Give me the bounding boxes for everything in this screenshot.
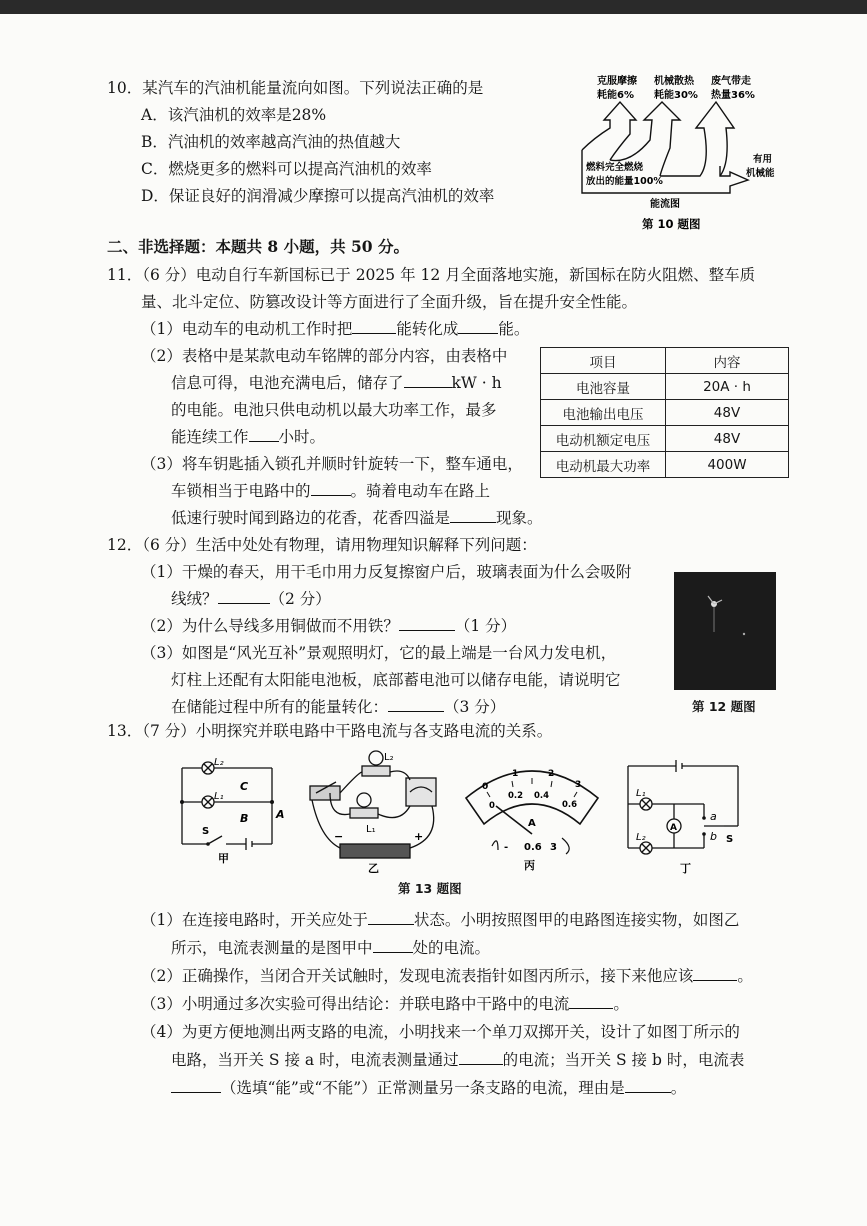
jia-label: 甲	[218, 852, 229, 865]
q13-part1-line2	[171, 937, 490, 959]
jia-l1-label: L₁	[214, 791, 224, 802]
dial-tick-bottom-1: 0.2	[508, 791, 524, 801]
table-cell: 电动机最大功率	[541, 452, 666, 478]
q12-part2	[141, 615, 516, 637]
flow-input-label: 燃料完全燃烧	[586, 162, 644, 173]
dial-unit-a: A	[528, 818, 536, 829]
table-cell: 400W	[666, 452, 789, 478]
q13-part4-text-a: 电路，当开关 S 接 a 时，电流表测量通过	[171, 1051, 459, 1069]
flow-loss3-label: 废气带走	[711, 76, 751, 87]
ding-switch-label: S	[726, 834, 734, 845]
q13-part4-text-c: （选填“能”或“不能”）正常测量另一条支路的电流，理由是	[221, 1079, 625, 1097]
q12-part2-text: （2）为什么导线多用铜做而不用铁？	[141, 617, 399, 635]
bing-label: 丙	[524, 859, 535, 872]
flow-loss3-value: 热量36%	[711, 90, 755, 101]
q12-part3-line1: （3）如图是“风光互补”景观照明灯，它的最上端是一台风力发电机，	[141, 644, 617, 662]
ding-l2-label: L₂	[636, 832, 646, 843]
flow-loss1-value: 耗能6%	[597, 90, 634, 101]
q11-intro-line1: 11．（6 分）电动自行车新国标已于 2025 年 12 月全面落地实施，新国标在防火阻燃、整车质	[107, 266, 756, 284]
circuit-diagram-jia	[168, 758, 286, 866]
dial-tick-bottom-0: 0	[489, 801, 495, 811]
q11-part1-blank2[interactable]	[458, 318, 498, 334]
q13-part1-text-c: 所示，电流表测量的是图甲中	[171, 939, 373, 957]
flow-diagram-title: 能流图	[650, 199, 680, 210]
q11-hours-blank[interactable]	[249, 426, 279, 442]
flow-loss2-label: 机械散热	[654, 76, 694, 87]
q13-measure-point-blank[interactable]	[373, 937, 413, 953]
q11-energy-blank[interactable]	[404, 372, 452, 388]
q13-intro: 13．（7 分）小明探究并联电路中干路电流与各支路电流的关系。	[107, 722, 553, 740]
table-cell: 20A · h	[666, 374, 789, 400]
wind-solar-lamp-photo	[674, 572, 776, 690]
q11-part3-text-d: 现象。	[496, 509, 543, 527]
q12-part3-line3	[171, 696, 505, 718]
q12-part1-text: 线绒？	[171, 590, 218, 608]
physical-circuit-yi	[300, 748, 450, 875]
q13-figure-caption: 第 13 题图	[398, 881, 462, 896]
q11-phenomenon-blank[interactable]	[450, 507, 496, 523]
q13-part3	[141, 993, 629, 1015]
q11-part1-text-c: 能。	[498, 320, 530, 338]
q13-part4-text-b: 的电流；当开关 S 接 b 时，电流表	[502, 1051, 745, 1069]
table-cell: 电池输出电压	[541, 400, 666, 426]
flow-output-label: 有用	[753, 154, 773, 165]
q12-part2-blank[interactable]	[399, 615, 455, 631]
table-row	[541, 426, 789, 452]
jia-point-b: B	[240, 812, 249, 825]
q11-part3-line3	[171, 507, 543, 529]
q11-part1-text-a: （1）电动车的电动机工作时把	[141, 320, 353, 338]
q12-part1-blank[interactable]	[218, 588, 270, 604]
q11-part2-text-c: 能连续工作	[171, 428, 249, 446]
q11-part3-text-c: 低速行驶时闻到路边的花香，花香四溢是	[171, 509, 451, 527]
q11-nameplate-table	[540, 347, 789, 478]
jia-point-a: A	[276, 808, 285, 821]
table-header-item: 项目	[541, 348, 666, 374]
flow-output-value: 机械能	[746, 168, 775, 179]
q12-part1-score: （2 分）	[269, 590, 331, 608]
q11-part1-text-b: 能转化成	[396, 320, 459, 338]
q13-can-cannot-blank[interactable]	[171, 1077, 221, 1093]
table-cell: 48V	[666, 400, 789, 426]
q13-part4-end: 。	[670, 1079, 687, 1097]
table-cell: 电池容量	[541, 374, 666, 400]
table-header-content: 内容	[666, 348, 789, 374]
dial-tick-bottom-2: 0.4	[534, 791, 550, 801]
q12-part3-score: （3 分）	[444, 698, 506, 716]
terminal-3: 3	[550, 842, 557, 853]
jia-l2-label: L₂	[214, 757, 224, 768]
q12-figure-caption: 第 12 题图	[692, 699, 756, 714]
jia-point-c: C	[240, 780, 249, 793]
q13-part3-text: （3）小明通过多次实验可得出结论：并联电路中干路中的电流	[141, 995, 570, 1013]
dial-tick-top-3: 3	[575, 780, 582, 790]
q13-part3-end: 。	[613, 995, 629, 1013]
lamp-photo-content	[674, 572, 776, 690]
dial-tick-top-0: 0	[482, 782, 489, 792]
q12-part3-text: 在储能过程中所有的能量转化：	[171, 698, 389, 716]
flow-loss2-value: 耗能30%	[654, 90, 698, 101]
q10-stem: 10．某汽车的汽油机能量流向如图。下列说法正确的是	[107, 79, 484, 97]
q13-part4-line3	[171, 1077, 686, 1099]
q11-lock-blank[interactable]	[311, 480, 351, 496]
q11-part2-text-d: 小时。	[278, 428, 326, 446]
q11-part1-blank1[interactable]	[352, 318, 396, 334]
dial-tick-top-1: 1	[512, 769, 519, 779]
q13-next-step-blank[interactable]	[693, 965, 737, 981]
table-header-row	[541, 348, 789, 374]
q11-part2-line2	[171, 372, 502, 394]
section-2-heading: 二、非选择题：本题共 8 小题，共 50 分。	[107, 237, 409, 256]
q11-part2-line3: 的电能。电池只供电动机以最大功率工作，最多	[171, 401, 497, 419]
table-row	[541, 452, 789, 478]
yi-label: 乙	[368, 862, 379, 875]
ding-contact-b: b	[710, 830, 717, 843]
ding-l1-label: L₁	[636, 788, 646, 799]
q11-part2-unit: kW · h	[451, 374, 502, 392]
q13-branch-blank[interactable]	[459, 1049, 503, 1065]
yi-plus-terminal: +	[414, 830, 424, 843]
ammeter-dial-bing	[462, 754, 602, 872]
q13-part4-line1: （4）为更方便地测出两支路的电流，小明找来一个单刀双掷开关，设计了如图丁所示的	[141, 1023, 740, 1041]
energy-flow-diagram	[570, 68, 775, 236]
q13-part1-text-d: 处的电流。	[412, 939, 491, 957]
dial-tick-top-2: 2	[548, 769, 555, 779]
jia-switch-label: S	[202, 826, 210, 837]
q11-part3-line2	[171, 480, 490, 502]
q13-conclusion-blank[interactable]	[569, 993, 613, 1009]
table-row	[541, 400, 789, 426]
q11-part2-line4	[171, 426, 325, 448]
q11-part3-text-a: 车锁相当于电路中的	[171, 482, 311, 500]
q11-part1	[141, 318, 529, 340]
q13-part2	[141, 965, 753, 987]
q12-intro: 12．（6 分）生活中处处有物理，请用物理知识解释下列问题：	[107, 536, 537, 554]
q12-part3-line2: 灯柱上还配有太阳能电池板，底部蓄电池可以储存电能，请说明它	[171, 671, 621, 689]
q10-option-a: A．该汽油机的效率是28%	[141, 106, 327, 124]
table-cell: 48V	[666, 426, 789, 452]
q13-part1-text-a: （1）在连接电路时，开关应处于	[141, 911, 368, 929]
table-row	[541, 374, 789, 400]
table-cell: 电动机额定电压	[541, 426, 666, 452]
scan-top-edge	[0, 0, 867, 14]
q11-part2-line1: （2）表格中是某款电动车铭牌的部分内容，由表格中	[141, 347, 508, 365]
q11-part2-text-a: 信息可得，电池充满电后，储存了	[171, 374, 404, 392]
yi-l1-label: L₁	[366, 824, 376, 835]
q12-part3-blank[interactable]	[388, 696, 444, 712]
ding-contact-a: a	[710, 810, 717, 823]
q13-switch-state-blank[interactable]	[368, 909, 414, 925]
q13-part4-line2	[171, 1049, 744, 1071]
q13-part2-end: 。	[737, 967, 753, 985]
q13-part2-text: （2）正确操作，当闭合开关试触时，发现电流表指针如图丙所示，接下来他应该	[141, 967, 694, 985]
terminal-minus: -	[504, 842, 509, 853]
q13-part1-text-b: 状态。小明按照图甲的电路图连接实物，如图乙	[413, 911, 740, 929]
q13-reason-blank[interactable]	[625, 1077, 671, 1093]
yi-minus-terminal: −	[334, 830, 344, 843]
q11-part3-line1: （3）将车钥匙插入锁孔并顺时针旋转一下，整车通电，	[141, 455, 523, 473]
ammeter-needle	[496, 806, 532, 834]
q11-part3-text-b: 。骑着电动车在路上	[350, 482, 491, 500]
q13-part1-line1	[141, 909, 739, 931]
flow-input-value: 放出的能量100%	[586, 176, 663, 187]
ding-label: 丁	[680, 862, 691, 875]
q10-option-d: D．保证良好的润滑减少摩擦可以提高汽油机的效率	[141, 187, 495, 205]
dial-tick-bottom-3: 0.6	[562, 800, 578, 810]
q10-figure-caption: 第 10 题图	[642, 217, 701, 231]
q12-part1-line1: （1）干燥的春天，用干毛巾用力反复擦窗户后，玻璃表面为什么会吸附	[141, 563, 632, 581]
q10-option-b: B．汽油机的效率越高汽油的热值越大	[141, 133, 401, 151]
q10-option-c: C．燃烧更多的燃料可以提高汽油机的效率	[141, 160, 432, 178]
flow-loss1-label: 克服摩擦	[597, 76, 637, 87]
circuit-diagram-ding	[620, 756, 750, 876]
yi-l2-label: L₂	[384, 752, 394, 763]
flow-branch-friction	[582, 102, 636, 160]
ding-ammeter-label: A	[670, 823, 677, 833]
terminal-06: 0.6	[524, 842, 542, 853]
q11-intro-line2: 量、北斗定位、防篡改设计等方面进行了全面升级，旨在提升安全性能。	[141, 293, 638, 311]
q12-part2-score: （1 分）	[454, 617, 517, 635]
q12-part1-line2	[171, 588, 331, 610]
